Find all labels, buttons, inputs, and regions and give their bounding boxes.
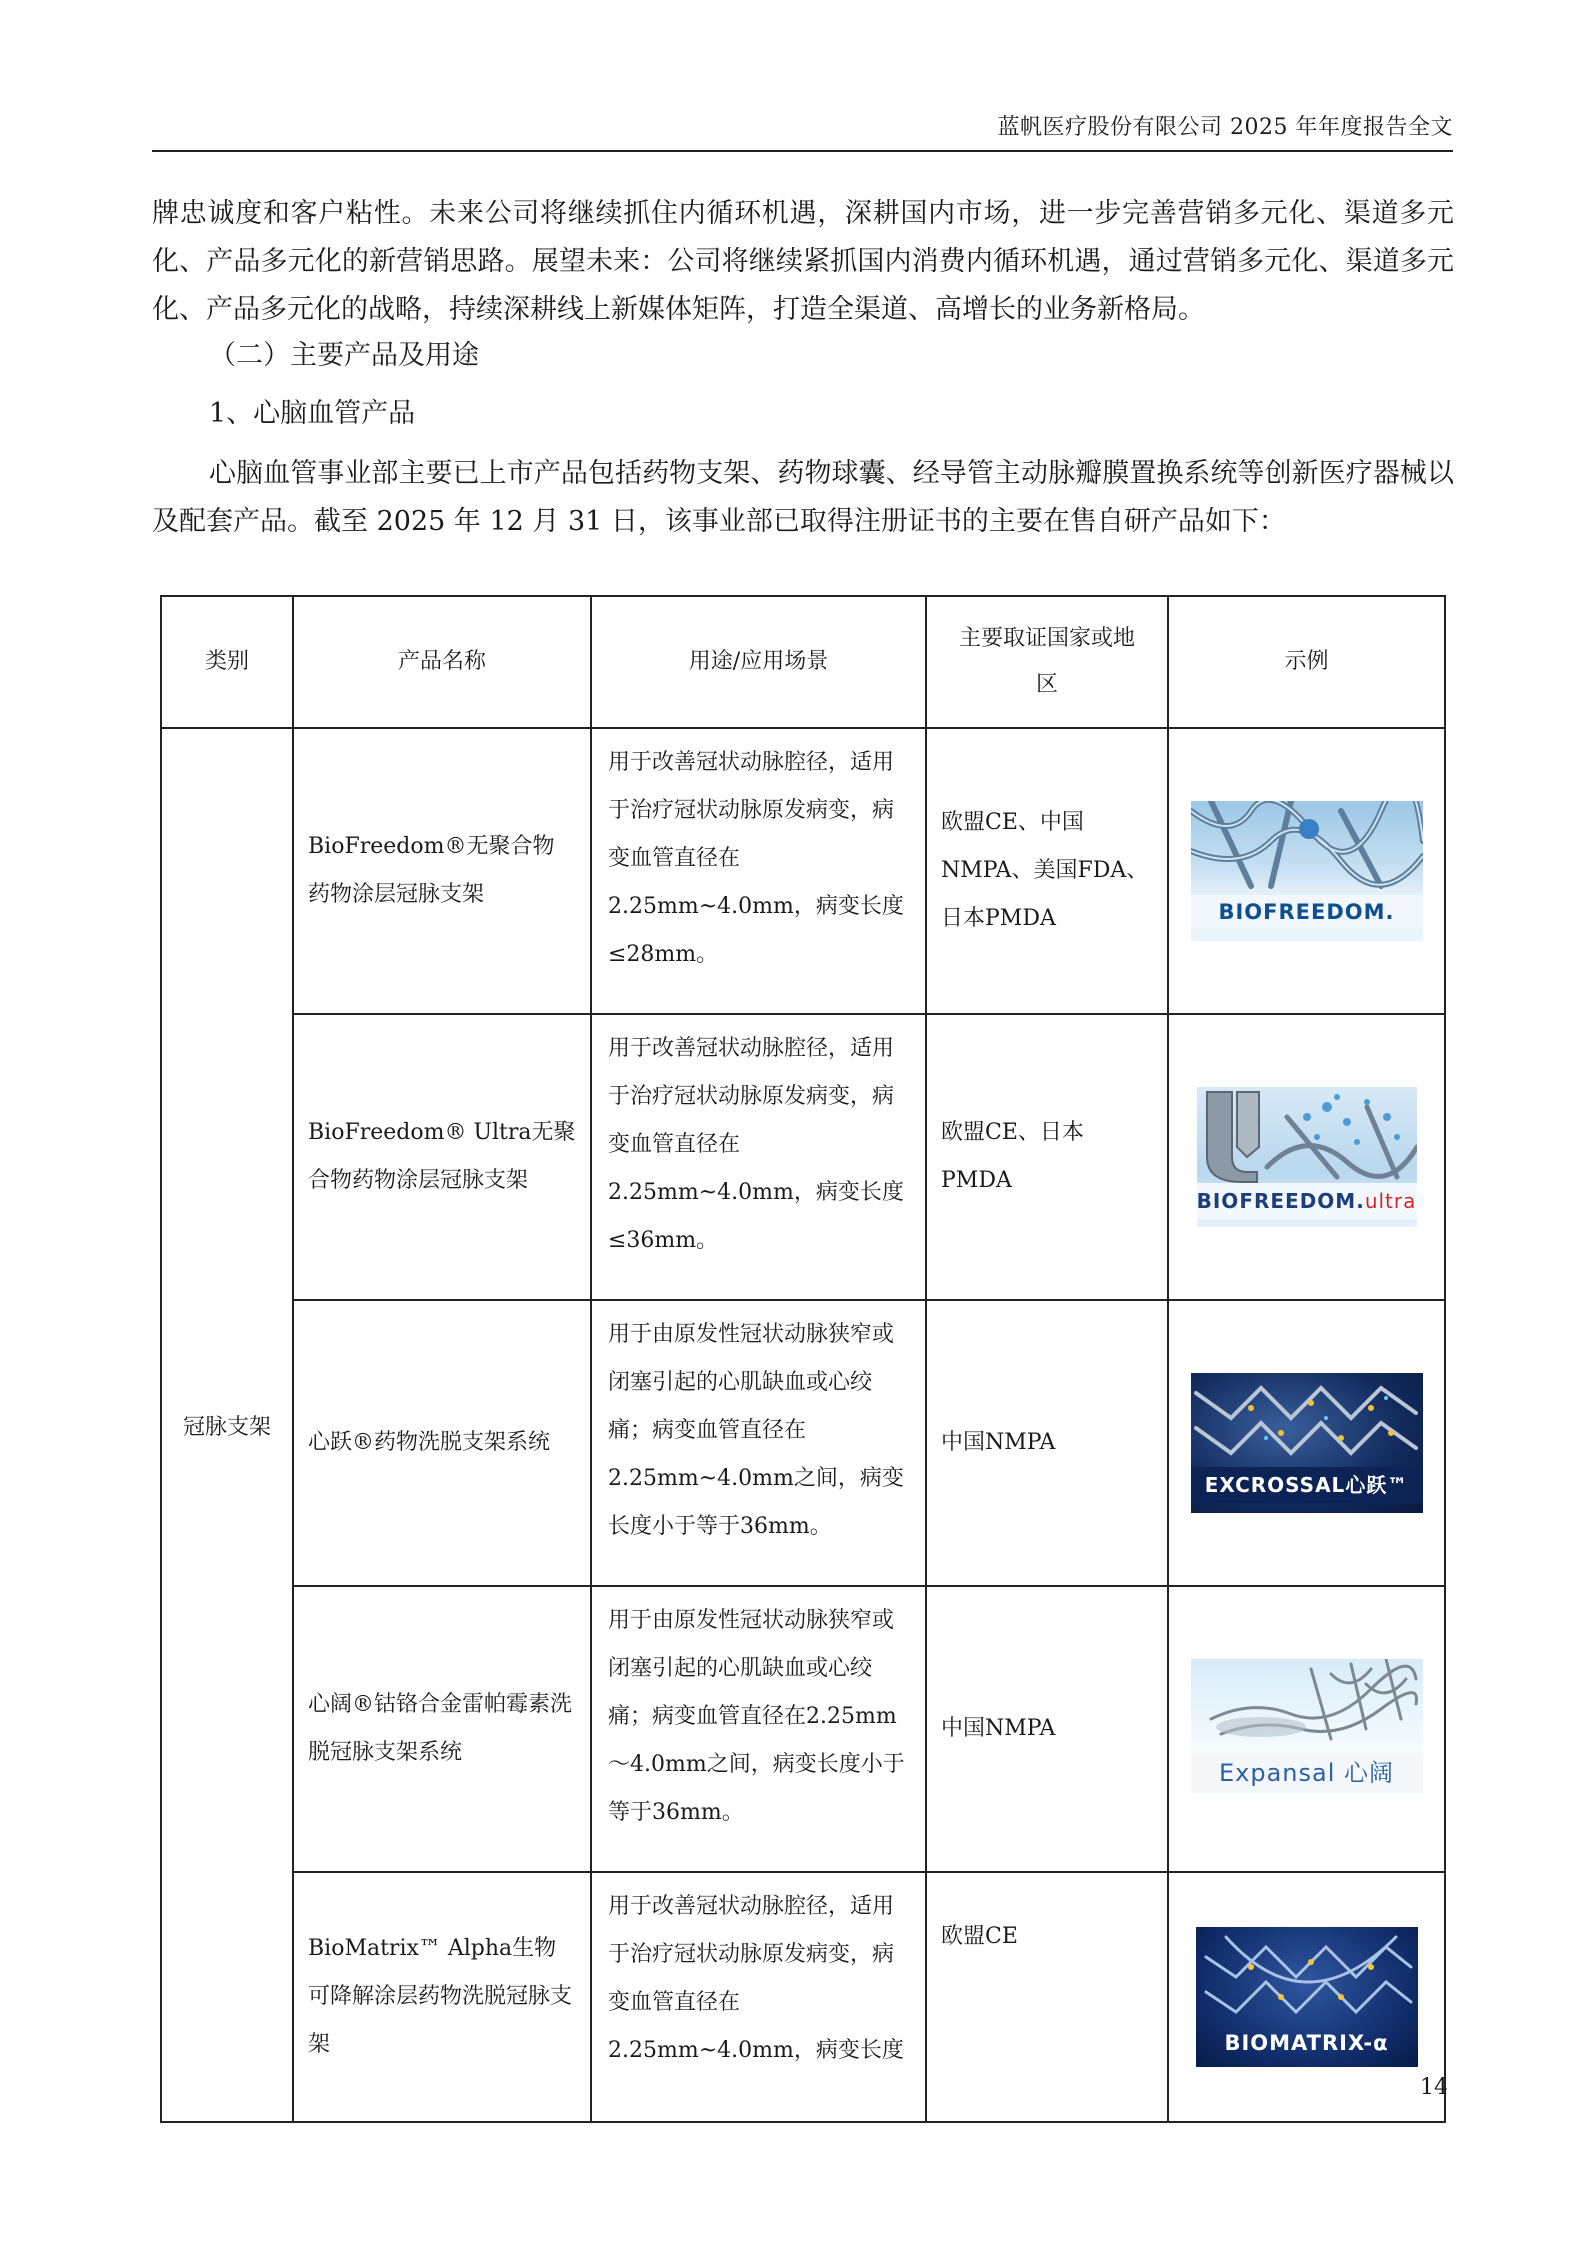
table-header-row bbox=[161, 596, 1445, 728]
product-usage: 用于改善冠状动脉腔径，适用于治疗冠状动脉原发病变，病变血管直径在2.25mm~4.0mm，病变长度≤36mm。 bbox=[591, 1014, 926, 1300]
product-name: BioMatrix™ Alpha生物可降解涂层药物洗脱冠脉支架 bbox=[293, 1872, 591, 2122]
subsection-heading: 1、心脑血管产品 bbox=[209, 398, 416, 429]
product-usage: 用于改善冠状动脉腔径，适用于治疗冠状动脉原发病变，病变血管直径在2.25mm~4.0mm，病变长度 bbox=[591, 1872, 926, 2122]
table-row bbox=[161, 1872, 1445, 2122]
table-row bbox=[161, 728, 1445, 1014]
expansal-logo-image bbox=[1191, 1659, 1423, 1799]
intro-paragraph: 牌忠诚度和客户粘性。未来公司将继续抓住内循环机遇，深耕国内市场，进一步完善营销多元化、渠道多元化、产品多元化的新营销思路。展望未来：公司将继续紧抓国内消费内循环机遇，通过营销多元化、渠道多元化、产品多元化的战略，持续深耕线上新媒体矩阵，打造全渠道、高增长的业务新格局。 bbox=[152, 198, 1454, 325]
product-example bbox=[1168, 728, 1445, 1014]
header-example: 示例 bbox=[1168, 596, 1445, 728]
table-row bbox=[161, 1014, 1445, 1300]
biofreedom-logo-image bbox=[1191, 801, 1423, 941]
header-divider bbox=[152, 150, 1453, 152]
product-usage: 用于由原发性冠状动脉狭窄或闭塞引起的心肌缺血或心绞痛；病变血管直径在2.25mm~4.0mm之间，病变长度小于等于36mm。 bbox=[591, 1300, 926, 1586]
product-region: 欧盟CE、中国NMPA、美国FDA、日本PMDA bbox=[926, 728, 1168, 1014]
product-table bbox=[160, 595, 1446, 2123]
product-name: 心跃®药物洗脱支架系统 bbox=[293, 1300, 591, 1586]
page-number: 14 bbox=[1420, 2075, 1448, 2100]
section-heading: （二）主要产品及用途 bbox=[209, 340, 479, 371]
excrossal-logo-image bbox=[1191, 1373, 1423, 1513]
table-row bbox=[161, 1586, 1445, 1872]
product-example bbox=[1168, 1872, 1445, 2122]
biomatrix-logo-text: BIOMATRIX-α bbox=[1224, 2031, 1389, 2055]
product-usage: 用于由原发性冠状动脉狭窄或闭塞引起的心肌缺血或心绞痛；病变血管直径在2.25mm～4.0mm之间，病变长度小于等于36mm。 bbox=[591, 1586, 926, 1872]
biofreedom-logo-text: BIOFREEDOM. bbox=[1191, 895, 1423, 929]
product-usage: 用于改善冠状动脉腔径，适用于治疗冠状动脉原发病变，病变血管直径在2.25mm~4.0mm，病变长度≤28mm。 bbox=[591, 728, 926, 1014]
ultra-suffix: ultra bbox=[1364, 1189, 1417, 1213]
product-name: BioFreedom® Ultra无聚合物药物涂层冠脉支架 bbox=[293, 1014, 591, 1300]
product-example bbox=[1168, 1014, 1445, 1300]
product-name: 心阔®钴铬合金雷帕霉素洗脱冠脉支架系统 bbox=[293, 1586, 591, 1872]
body-paragraph: 心脑血管事业部主要已上市产品包括药物支架、药物球囊、经导管主动脉瓣膜置换系统等创新医疗器械以及配套产品。截至 2025 年 12 月 31 日，该事业部已取得注册证书的主要在售自研产品如下： bbox=[152, 458, 1454, 537]
expansal-logo-text: Expansal 心阔 bbox=[1191, 1753, 1423, 1793]
product-example bbox=[1168, 1300, 1445, 1586]
table-row bbox=[161, 1300, 1445, 1586]
biofreedom-ultra-logo-image bbox=[1197, 1087, 1417, 1227]
product-region: 中国NMPA bbox=[926, 1586, 1168, 1872]
biofreedom-ultra-logo-text: BIOFREEDOM.ultra bbox=[1197, 1183, 1417, 1219]
product-region: 欧盟CE bbox=[926, 1872, 1168, 2122]
product-name: BioFreedom®无聚合物药物涂层冠脉支架 bbox=[293, 728, 591, 1014]
category-cell: 冠脉支架 bbox=[161, 728, 293, 2122]
biomatrix-logo-image bbox=[1196, 1927, 1418, 2067]
product-region: 中国NMPA bbox=[926, 1300, 1168, 1586]
product-example bbox=[1168, 1586, 1445, 1872]
header-category: 类别 bbox=[161, 596, 293, 728]
header-usage: 用途/应用场景 bbox=[591, 596, 926, 728]
header-region: 主要取证国家或地区 bbox=[926, 596, 1168, 728]
excrossal-logo-text: EXCROSSAL心跃™ bbox=[1191, 1467, 1423, 1503]
header-name: 产品名称 bbox=[293, 596, 591, 728]
product-region: 欧盟CE、日本PMDA bbox=[926, 1014, 1168, 1300]
report-header-title: 蓝帆医疗股份有限公司 2025 年年度报告全文 bbox=[997, 115, 1453, 140]
